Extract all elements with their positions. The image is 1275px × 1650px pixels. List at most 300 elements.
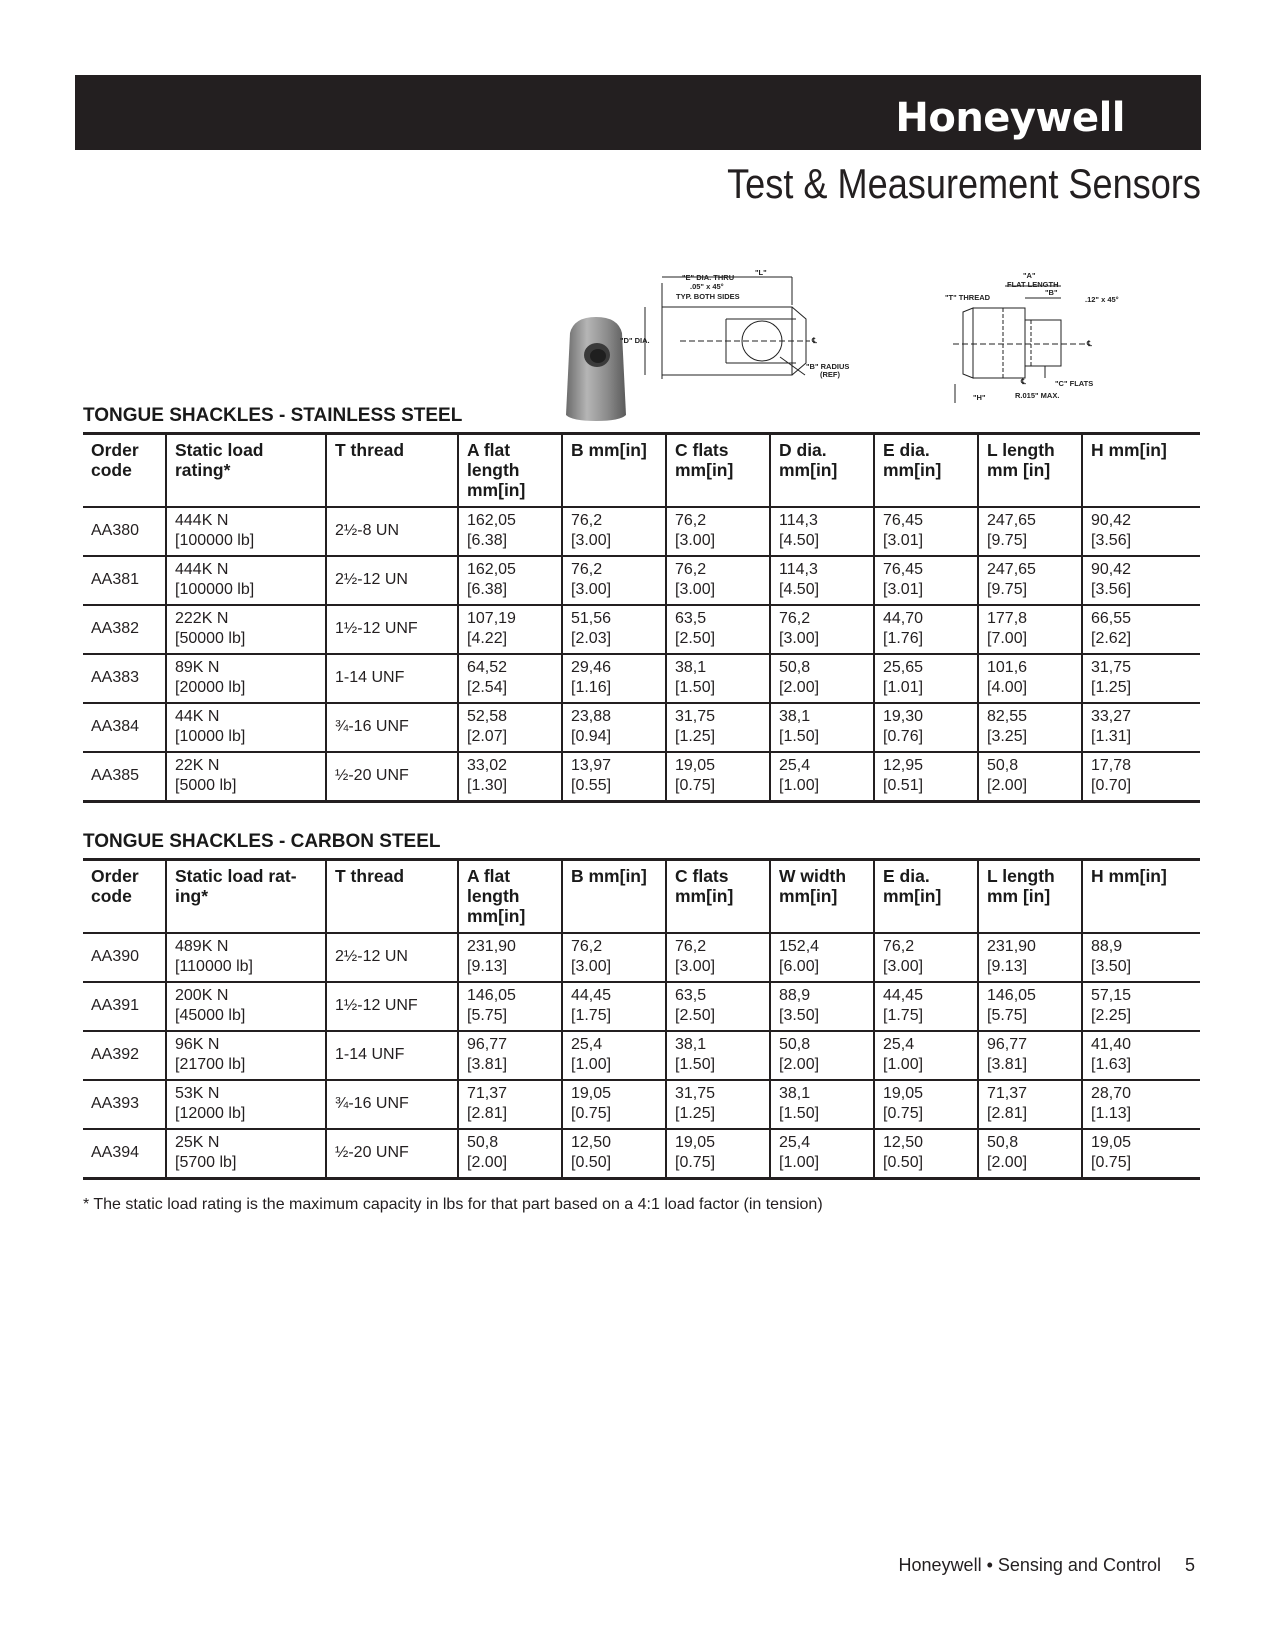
column-header-line: H mm[in] (1091, 866, 1167, 886)
column-header-line: D dia. (779, 440, 827, 460)
column-header-line: mm[in] (467, 480, 526, 500)
table-cell (562, 933, 666, 982)
order-code-cell: AA390 (83, 933, 166, 982)
column-header-line: Static load rat- (175, 866, 297, 886)
honeywell-logo: Honeywell (895, 95, 1125, 141)
cell-metric-value: 64,52 (467, 659, 508, 676)
table-cell (562, 507, 666, 556)
cell-metric-value: 51,56 (571, 610, 612, 627)
cell-imperial-value: [1.00] (571, 1056, 612, 1073)
column-header-line: Order (91, 866, 139, 886)
cell-metric-value: 19,05 (675, 757, 716, 774)
table-row (83, 605, 1200, 654)
table-cell (874, 1080, 978, 1129)
cell-imperial-value: [1.63] (1091, 1056, 1132, 1073)
label-d-dia: "D" DIA. (620, 336, 650, 345)
cell-imperial-value: [0.75] (1091, 1154, 1132, 1171)
cell-imperial-value: [0.50] (571, 1154, 612, 1171)
column-header-line: mm [in] (987, 460, 1051, 480)
table-cell (1082, 933, 1200, 982)
table-cell: ½-20 UNF (326, 752, 458, 802)
cell-imperial-value: [3.00] (675, 958, 716, 975)
column-header-line: mm[in] (467, 906, 526, 926)
table-cell (666, 982, 770, 1031)
label-centerline-right-2: ℄ (1021, 377, 1026, 386)
table-cell (166, 1129, 326, 1179)
table-cell: 1-14 UNF (326, 654, 458, 703)
table-cell (458, 1080, 562, 1129)
column-header-line: mm[in] (883, 886, 942, 906)
cell-metric-value: 22K N (175, 757, 220, 774)
table-cell: ¾-16 UNF (326, 703, 458, 752)
table-cell (666, 933, 770, 982)
cell-imperial-value: [1.30] (467, 777, 508, 794)
cell-metric-value: 53K N (175, 1085, 220, 1102)
table-cell: 2½-12 UN (326, 556, 458, 605)
column-header-line: length (467, 886, 520, 906)
cell-imperial-value: [5.75] (467, 1007, 508, 1024)
cell-imperial-value: [1.75] (883, 1007, 924, 1024)
table-cell (166, 556, 326, 605)
page-footer (899, 1555, 1195, 1576)
cell-metric-value: 38,1 (779, 1085, 811, 1102)
cell-metric-value: 76,2 (571, 938, 603, 955)
table-cell (1082, 1031, 1200, 1080)
cell-imperial-value: [0.76] (883, 728, 924, 745)
cell-metric-value: 19,05 (675, 1134, 716, 1151)
table-cell (166, 933, 326, 982)
cell-imperial-value: [21700 lb] (175, 1056, 246, 1073)
cell-imperial-value: [20000 lb] (175, 679, 246, 696)
cell-imperial-value: [45000 lb] (175, 1007, 246, 1024)
stainless-table-title: TONGUE SHACKLES - STAINLESS STEEL (83, 405, 463, 426)
cell-metric-value: 50,8 (987, 1134, 1019, 1151)
cell-imperial-value: [0.51] (883, 777, 924, 794)
table-cell (666, 752, 770, 802)
table-cell (770, 654, 874, 703)
table-cell (562, 1129, 666, 1179)
column-header-line: C flats (675, 440, 729, 460)
cell-imperial-value: [1.31] (1091, 728, 1132, 745)
table-cell (1082, 605, 1200, 654)
column-header (562, 860, 666, 934)
cell-metric-value: 50,8 (779, 1036, 811, 1053)
column-header (874, 860, 978, 934)
cell-imperial-value: [1.50] (675, 1056, 716, 1073)
column-header-line: mm[in] (883, 460, 942, 480)
cell-metric-value: 96K N (175, 1036, 220, 1053)
cell-metric-value: 200K N (175, 987, 229, 1004)
cell-metric-value: 66,55 (1091, 610, 1132, 627)
cell-metric-value: 76,2 (883, 938, 915, 955)
table-cell (562, 1080, 666, 1129)
table-cell: 2½-12 UN (326, 933, 458, 982)
cell-metric-value: 76,2 (675, 512, 707, 529)
cell-imperial-value: [100000 lb] (175, 581, 255, 598)
table-cell (562, 752, 666, 802)
cell-metric-value: 19,05 (1091, 1134, 1132, 1151)
table-cell (1082, 556, 1200, 605)
cell-imperial-value: [2.00] (467, 1154, 508, 1171)
table-cell (770, 703, 874, 752)
cell-metric-value: 71,37 (987, 1085, 1028, 1102)
cell-metric-value: 76,45 (883, 561, 924, 578)
cell-imperial-value: [6.00] (779, 958, 820, 975)
table-cell (770, 752, 874, 802)
cell-metric-value: 114,3 (779, 561, 818, 578)
cell-imperial-value: [3.56] (1091, 581, 1132, 598)
cell-imperial-value: [9.75] (987, 532, 1028, 549)
cell-metric-value: 76,2 (571, 561, 603, 578)
cell-imperial-value: [6.38] (467, 581, 508, 598)
cell-imperial-value: [2.07] (467, 728, 508, 745)
table-cell (978, 1080, 1082, 1129)
table-row (83, 1080, 1200, 1129)
label-ref: (REF) (820, 370, 840, 379)
table-cell (166, 752, 326, 802)
column-header (666, 434, 770, 508)
cell-imperial-value: [3.00] (571, 958, 612, 975)
cell-imperial-value: [1.75] (571, 1007, 612, 1024)
table-cell (978, 507, 1082, 556)
table-cell: 1½-12 UNF (326, 605, 458, 654)
cell-imperial-value: [100000 lb] (175, 532, 255, 549)
cell-imperial-value: [3.00] (571, 581, 612, 598)
column-header-line: length (467, 460, 520, 480)
cell-imperial-value: [2.00] (987, 1154, 1028, 1171)
cell-imperial-value: [3.56] (1091, 532, 1132, 549)
table-cell (1082, 752, 1200, 802)
page-subtitle: Test & Measurement Sensors (727, 160, 1201, 207)
cell-imperial-value: [9.75] (987, 581, 1028, 598)
cell-imperial-value: [110000 lb] (175, 958, 253, 975)
cell-imperial-value: [1.50] (779, 728, 820, 745)
column-header (1082, 860, 1200, 934)
cell-metric-value: 44,45 (883, 987, 924, 1004)
table-cell (562, 605, 666, 654)
page-number: 5 (1184, 1555, 1195, 1575)
cell-imperial-value: [3.00] (571, 532, 612, 549)
table-cell: 1½-12 UNF (326, 982, 458, 1031)
label-centerline-right: ℄ (1087, 339, 1092, 348)
label-r-max: R.015" MAX. (1015, 391, 1060, 400)
cell-metric-value: 82,55 (987, 708, 1028, 725)
cell-metric-value: 38,1 (675, 1036, 707, 1053)
shackle-top-diagram (945, 271, 1190, 423)
order-code-cell: AA384 (83, 703, 166, 752)
column-header-line: Order (91, 440, 139, 460)
table-cell (458, 605, 562, 654)
cell-imperial-value: [1.16] (571, 679, 612, 696)
table-cell (666, 605, 770, 654)
table-cell (874, 556, 978, 605)
cell-imperial-value: [5.75] (987, 1007, 1028, 1024)
diagram-right-labels (945, 271, 1119, 402)
cell-metric-value: 25K N (175, 1134, 220, 1151)
order-code-cell: AA391 (83, 982, 166, 1031)
column-header-line: A flat (467, 866, 511, 886)
table-row (83, 752, 1200, 802)
column-header-line: code (91, 460, 132, 480)
cell-metric-value: 96,77 (987, 1036, 1028, 1053)
table-cell (770, 982, 874, 1031)
column-header (562, 434, 666, 508)
table-cell (770, 556, 874, 605)
cell-imperial-value: [50000 lb] (175, 630, 246, 647)
column-header-line: mm[in] (675, 460, 734, 480)
cell-imperial-value: [2.50] (675, 1007, 716, 1024)
label-b-radius: "B" RADIUS (806, 362, 850, 371)
cell-imperial-value: [3.81] (987, 1056, 1028, 1073)
cell-metric-value: 76,2 (675, 938, 707, 955)
cell-imperial-value: [2.03] (571, 630, 612, 647)
cell-imperial-value: [3.00] (779, 630, 820, 647)
cell-imperial-value: [2.00] (779, 679, 820, 696)
table-cell (166, 703, 326, 752)
table-cell (874, 605, 978, 654)
column-header (458, 434, 562, 508)
cell-metric-value: 31,75 (675, 1085, 716, 1102)
cell-imperial-value: [2.81] (987, 1105, 1028, 1122)
cell-metric-value: 12,50 (571, 1134, 612, 1151)
table-cell (458, 556, 562, 605)
cell-metric-value: 19,05 (571, 1085, 612, 1102)
cell-imperial-value: [5000 lb] (175, 777, 237, 794)
label-chamfer-right: .12" x 45° (1085, 295, 1119, 304)
cell-metric-value: 162,05 (467, 561, 516, 578)
column-header (166, 860, 326, 934)
cell-imperial-value: [2.00] (987, 777, 1028, 794)
table-cell (458, 933, 562, 982)
cell-metric-value: 63,5 (675, 610, 707, 627)
stainless-steel-table (83, 432, 1200, 803)
cell-metric-value: 114,3 (779, 512, 818, 529)
table-row (83, 1129, 1200, 1179)
cell-imperial-value: [0.75] (675, 1154, 716, 1171)
cell-imperial-value: [10000 lb] (175, 728, 246, 745)
cell-imperial-value: [4.50] (779, 581, 820, 598)
cell-metric-value: 19,05 (883, 1085, 924, 1102)
order-code-cell: AA382 (83, 605, 166, 654)
label-h: "H" (973, 393, 986, 402)
label-chamfer: .05" x 45° (690, 282, 724, 291)
table-cell (770, 1031, 874, 1080)
cell-metric-value: 52,58 (467, 708, 508, 725)
table-row (83, 933, 1200, 982)
cell-metric-value: 88,9 (1091, 938, 1123, 955)
cell-metric-value: 162,05 (467, 512, 516, 529)
column-header (1082, 434, 1200, 508)
table-cell: 2½-8 UN (326, 507, 458, 556)
cell-imperial-value: [0.75] (675, 777, 716, 794)
table-cell (1082, 982, 1200, 1031)
table-cell (874, 933, 978, 982)
cell-metric-value: 41,40 (1091, 1036, 1132, 1053)
table-cell (166, 982, 326, 1031)
table-cell: ¾-16 UNF (326, 1080, 458, 1129)
cell-imperial-value: [7.00] (987, 630, 1028, 647)
cell-imperial-value: [1.76] (883, 630, 924, 647)
table-cell (562, 654, 666, 703)
column-header (770, 860, 874, 934)
column-header-line: mm [in] (987, 886, 1051, 906)
cell-metric-value: 33,02 (467, 757, 508, 774)
label-e-dia: "E" DIA. THRU (682, 273, 735, 282)
cell-imperial-value: [3.01] (883, 532, 924, 549)
table-header-row (83, 860, 1200, 934)
cell-imperial-value: [0.75] (883, 1105, 924, 1122)
column-header-line: C flats (675, 866, 729, 886)
cell-imperial-value: [3.00] (883, 958, 924, 975)
carbon-table-title: TONGUE SHACKLES - CARBON STEEL (83, 831, 441, 852)
table-cell (1082, 1129, 1200, 1179)
table-cell (458, 654, 562, 703)
cell-metric-value: 444K N (175, 512, 229, 529)
table-cell (874, 507, 978, 556)
cell-metric-value: 177,8 (987, 610, 1028, 627)
cell-imperial-value: [5700 lb] (175, 1154, 237, 1171)
table-cell (978, 1031, 1082, 1080)
cell-metric-value: 247,65 (987, 512, 1036, 529)
cell-metric-value: 489K N (175, 938, 229, 955)
table-row (83, 654, 1200, 703)
cell-imperial-value: [1.50] (779, 1105, 820, 1122)
cell-imperial-value: [12000 lb] (175, 1105, 246, 1122)
cell-imperial-value: [9.13] (987, 958, 1028, 975)
cell-metric-value: 25,65 (883, 659, 924, 676)
table-cell (562, 703, 666, 752)
cell-imperial-value: [3.50] (779, 1007, 820, 1024)
label-b: "B" (1045, 288, 1058, 297)
order-code-cell: AA394 (91, 1144, 140, 1161)
cell-metric-value: 222K N (175, 610, 229, 627)
cell-metric-value: 89K N (175, 659, 220, 676)
table-cell (1082, 654, 1200, 703)
column-header-line: mm[in] (779, 886, 838, 906)
table-cell (666, 1080, 770, 1129)
order-code-cell: AA380 (83, 507, 166, 556)
cell-metric-value: 90,42 (1091, 561, 1132, 578)
cell-metric-value: 19,30 (883, 708, 924, 725)
cell-metric-value: 25,4 (779, 757, 811, 774)
cell-metric-value: 25,4 (571, 1036, 603, 1053)
cell-imperial-value: [3.25] (987, 728, 1028, 745)
cell-metric-value: 33,27 (1091, 708, 1132, 725)
table-cell: 1-14 UNF (326, 1031, 458, 1080)
cell-imperial-value: [3.00] (675, 581, 716, 598)
table-cell (666, 703, 770, 752)
table-cell (978, 605, 1082, 654)
cell-metric-value: 31,75 (1091, 659, 1132, 676)
cell-metric-value: 44,45 (571, 987, 612, 1004)
table-cell (874, 982, 978, 1031)
footnote: * The static load rating is the maximum capacity in lbs for that part based on a 4:1 load factor (in tension) (83, 1196, 823, 1213)
table-cell (978, 703, 1082, 752)
column-header-line: Static load (175, 440, 264, 460)
table-cell (1082, 703, 1200, 752)
table-cell (874, 1031, 978, 1080)
shackle-photo (560, 315, 632, 423)
order-code-cell: AA381 (83, 556, 166, 605)
diagram-left-labels (620, 268, 849, 379)
column-header-line: H mm[in] (1091, 440, 1167, 460)
label-l: "L" (755, 268, 767, 277)
column-header-line: T thread (335, 866, 405, 886)
cell-imperial-value: [1.00] (779, 1154, 820, 1171)
order-code-cell: AA385 (91, 767, 140, 784)
table-cell (166, 605, 326, 654)
table-cell (166, 654, 326, 703)
table-cell (458, 752, 562, 802)
table-cell (978, 982, 1082, 1031)
label-centerline: ℄ (812, 336, 817, 345)
table-cell (770, 507, 874, 556)
column-header (166, 434, 326, 508)
table-row (83, 507, 1200, 556)
table-cell (770, 605, 874, 654)
cell-imperial-value: [4.50] (779, 532, 820, 549)
cell-metric-value: 57,15 (1091, 987, 1132, 1004)
cell-imperial-value: [1.50] (675, 679, 716, 696)
order-code-cell: AA393 (83, 1080, 166, 1129)
cell-metric-value: 444K N (175, 561, 229, 578)
cell-imperial-value: [1.25] (1091, 679, 1132, 696)
table-cell (166, 1080, 326, 1129)
cell-imperial-value: [3.50] (1091, 958, 1132, 975)
table-header-row (83, 434, 1200, 508)
column-header-line: L length (987, 440, 1055, 460)
cell-metric-value: 17,78 (1091, 757, 1132, 774)
table-cell (666, 507, 770, 556)
label-a: "A" (1023, 271, 1036, 280)
cell-metric-value: 23,88 (571, 708, 612, 725)
table-cell (562, 556, 666, 605)
cell-metric-value: 13,97 (571, 757, 612, 774)
cell-imperial-value: [4.00] (987, 679, 1028, 696)
cell-imperial-value: [0.50] (883, 1154, 924, 1171)
order-code-cell: AA392 (83, 1031, 166, 1080)
column-header (326, 434, 458, 508)
table-cell (666, 556, 770, 605)
column-header-line: T thread (335, 440, 405, 460)
table-cell (1082, 1080, 1200, 1129)
cell-imperial-value: [2.62] (1091, 630, 1132, 647)
column-header (83, 860, 166, 934)
table-cell (770, 1129, 874, 1179)
cell-imperial-value: [1.00] (779, 777, 820, 794)
column-header-line: mm[in] (675, 886, 734, 906)
cell-imperial-value: [2.25] (1091, 1007, 1132, 1024)
footer-text: Honeywell • Sensing and Control (898, 1555, 1161, 1575)
cell-metric-value: 50,8 (779, 659, 811, 676)
table-cell (874, 752, 978, 802)
cell-imperial-value: [6.38] (467, 532, 508, 549)
cell-metric-value: 25,4 (779, 1134, 811, 1151)
cell-imperial-value: [3.01] (883, 581, 924, 598)
table-cell (458, 703, 562, 752)
cell-metric-value: 76,2 (779, 610, 811, 627)
table-cell (562, 982, 666, 1031)
cell-metric-value: 231,90 (987, 938, 1036, 955)
table-row (83, 556, 1200, 605)
cell-metric-value: 44K N (175, 708, 220, 725)
cell-metric-value: 107,19 (467, 610, 516, 627)
table-cell (458, 1129, 562, 1179)
cell-imperial-value: [0.55] (571, 777, 612, 794)
cell-metric-value: 96,77 (467, 1036, 508, 1053)
cell-imperial-value: [9.13] (467, 958, 508, 975)
cell-imperial-value: [0.70] (1091, 777, 1132, 794)
